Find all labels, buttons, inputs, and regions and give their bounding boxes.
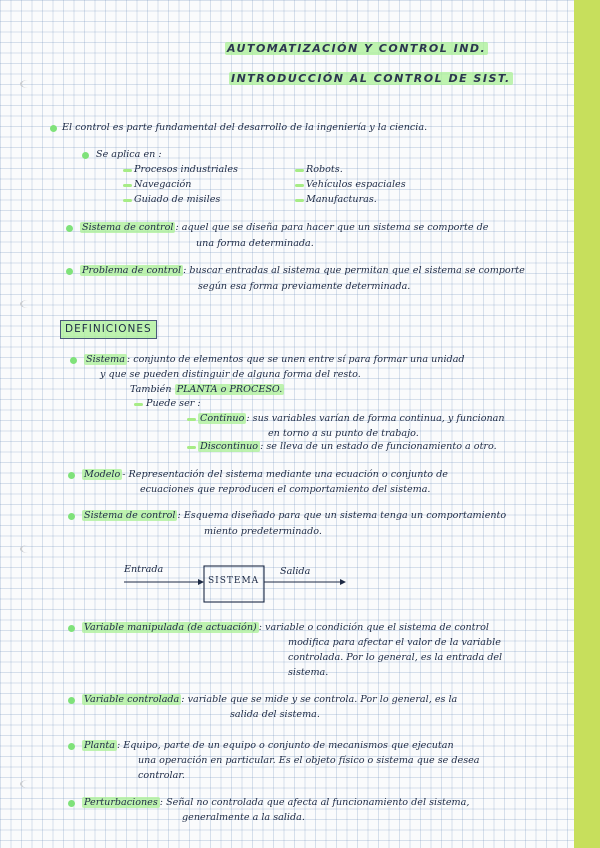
system-control-line2: una forma determinada.: [196, 238, 314, 249]
sistema-control-def-line2: miento predeterminado.: [204, 526, 322, 537]
sistema-also: También PLANTA o PROCESO.: [130, 384, 283, 395]
variable-manipulada-line3: controlada. Por lo general, es la entrada del: [288, 652, 503, 663]
discontinuo-line1: Discontinuo : se lleva de un estado de funcionamiento a otro.: [200, 441, 497, 452]
planta-line1: Planta : Equipo, parte de un equipo o conjunto de mecanismos que ejecutan: [84, 740, 454, 751]
diagram-box-label: SISTEMA: [208, 576, 260, 586]
dash-icon: [123, 199, 132, 202]
application-item: Procesos industriales: [134, 164, 238, 175]
control-problem-line2: según esa forma previamente determinada.: [198, 281, 411, 292]
application-item: Robots.: [306, 164, 343, 175]
variable-manipulada-line1: Variable manipulada (de actuación) : variable o condición que el sistema de control: [84, 622, 489, 633]
bullet-icon: [68, 513, 75, 520]
planta-line3: controlar.: [138, 770, 185, 781]
output-arrow-head: [340, 579, 346, 585]
term-system-control: Sistema de control: [82, 222, 174, 233]
bullet-icon: [68, 697, 75, 704]
term-planta: Planta: [84, 740, 115, 751]
continuo-line2: en torno a su punto de trabajo.: [268, 428, 419, 439]
dash-icon: [187, 446, 196, 449]
page-edge-stripe: [574, 0, 600, 848]
page-title: AUTOMATIZACIÓN Y CONTROL IND.: [227, 42, 487, 55]
variable-manipulada-line4: sistema.: [288, 667, 329, 678]
variable-manipulada-line2: modifica para afectar el valor de la variable: [288, 637, 501, 648]
application-item: Manufacturas.: [306, 194, 377, 205]
bullet-icon: [68, 472, 75, 479]
term-discontinuo: Discontinuo: [200, 441, 259, 452]
term-perturbaciones: Perturbaciones: [84, 797, 158, 808]
sistema-line2: y que se pueden distinguir de alguna forma del resto.: [100, 369, 361, 380]
punch-hole: [20, 780, 36, 788]
dash-icon: [295, 199, 304, 202]
dash-icon: [123, 184, 132, 187]
bullet-icon: [50, 125, 57, 132]
variable-controlada-line2: salida del sistema.: [230, 709, 320, 720]
sistema-can-be: Puede ser :: [146, 398, 201, 409]
input-arrow-head: [198, 579, 204, 585]
bullet-icon: [82, 152, 89, 159]
definitions-heading: DEFINICIONES: [60, 320, 157, 339]
system-control-line1: Sistema de control : aquel que se diseña para hacer que un sistema se comporte de: [82, 222, 489, 233]
bullet-icon: [66, 268, 73, 275]
diagram-input-label: Entrada: [124, 564, 164, 575]
intro-sentence: El control es parte fundamental del desarrollo de la ingeniería y la ciencia.: [62, 122, 428, 133]
bullet-icon: [66, 225, 73, 232]
applied-label: Se aplica en :: [96, 149, 162, 160]
term-sistema: Sistema: [86, 354, 125, 365]
planta-line2: una operación en particular. Es el objeto físico o sistema que se desea: [138, 755, 480, 766]
bullet-icon: [68, 800, 75, 807]
diagram-output-label: Salida: [280, 566, 311, 577]
continuo-line1: Continuo : sus variables varían de forma continua, y funcionan: [200, 413, 505, 424]
dash-icon: [123, 169, 132, 172]
application-item: Navegación: [134, 179, 192, 190]
application-item: Guiado de misiles: [134, 194, 221, 205]
dash-icon: [187, 418, 196, 421]
modelo-line1: Modelo - Representación del sistema mediante una ecuación o conjunto de: [84, 469, 448, 480]
term-variable-manipulada: Variable manipulada (de actuación): [84, 622, 257, 633]
term-modelo: Modelo: [84, 469, 121, 480]
dash-icon: [295, 184, 304, 187]
perturbaciones-line2: generalmente a la salida.: [182, 812, 305, 823]
punch-hole: [20, 80, 36, 88]
punch-hole: [20, 545, 36, 553]
variable-controlada-line1: Variable controlada : variable que se mide y se controla. Por lo general, es la: [84, 694, 458, 705]
bullet-icon: [68, 743, 75, 750]
term-control-problem: Problema de control: [82, 265, 182, 276]
term-continuo: Continuo: [200, 413, 245, 424]
bullet-icon: [70, 357, 77, 364]
dash-icon: [134, 403, 143, 406]
term-variable-controlada: Variable controlada: [84, 694, 180, 705]
page-subtitle: INTRODUCCIÓN AL CONTROL DE SIST.: [231, 72, 511, 85]
dash-icon: [295, 169, 304, 172]
bullet-icon: [68, 625, 75, 632]
perturbaciones-line1: Perturbaciones : Señal no controlada que afecta al funcionamiento del sistema,: [84, 797, 470, 808]
term-sistema-control: Sistema de control: [84, 510, 176, 521]
punch-hole: [20, 300, 36, 308]
control-problem-line1: Problema de control : buscar entradas al sistema que permitan que el sistema se comporte: [82, 265, 525, 276]
modelo-line2: ecuaciones que reproducen el comportamiento del sistema.: [140, 484, 431, 495]
sistema-control-def-line1: Sistema de control : Esquema diseñado para que un sistema tenga un comportamiento: [84, 510, 507, 521]
sistema-line1: Sistema : conjunto de elementos que se unen entre sí para formar una unidad: [86, 354, 465, 365]
application-item: Vehículos espaciales: [306, 179, 406, 190]
